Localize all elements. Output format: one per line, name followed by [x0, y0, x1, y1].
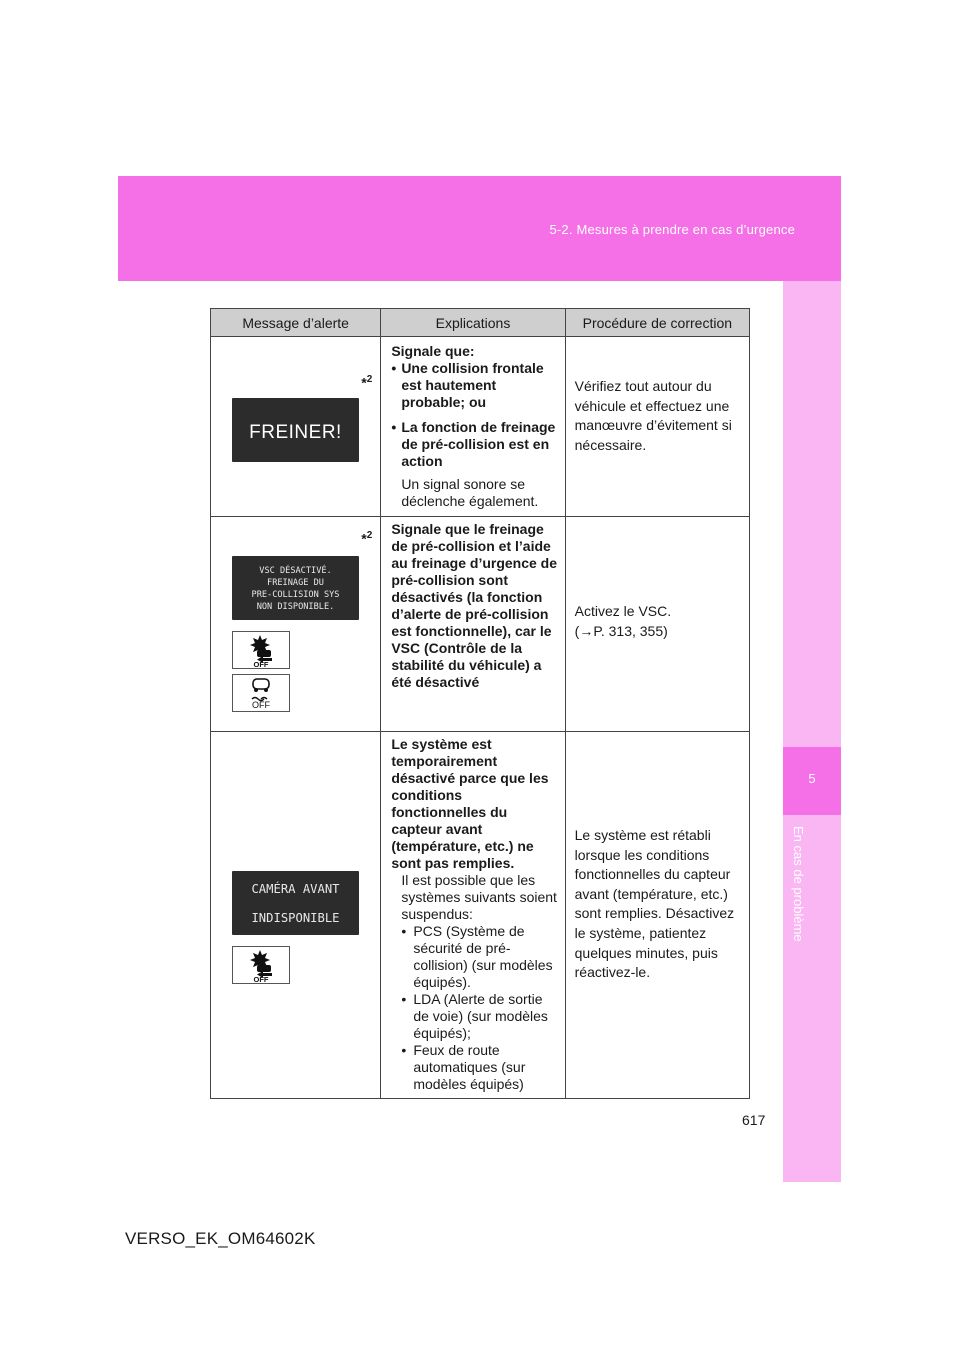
display-text-graphic [232, 871, 359, 935]
display-screen [232, 556, 359, 620]
side-margin-band [783, 281, 841, 1182]
explanation-bullet: • La fonction de freinage de pré-collision est en action [391, 419, 556, 469]
list-item: • PCS (Système de sécurité de pré-collision) (sur modèles équipés). [401, 923, 553, 990]
header-band [118, 176, 841, 281]
section-title: 5-2. Mesures à prendre en cas d’urgence [549, 222, 795, 237]
list-item: • LDA (Alerte de sortie de voie) (sur modèles équipés); [401, 991, 548, 1041]
table-row [211, 337, 750, 517]
explanation-text: Signale que le freinage de pré-collision et l’aide au freinage d’urgence de pré-collision sont désactivés (la fonction d’alerte de pré-collision est fonctionnelle), car le VSC (Contrôle de la stabilité du véhicule) a été désactivé [391, 521, 558, 690]
explanation-bullet: • Une collision frontale est hautement probable; ou [391, 360, 544, 410]
correction-cell [565, 732, 749, 1099]
header-message: Message d’alerte [211, 309, 381, 337]
correction-text: Vérifiez tout autour du véhicule et effectuez une manœuvre d’évitement si nécessaire. [574, 378, 732, 453]
chapter-number: 5 [808, 771, 816, 786]
message-cell [211, 337, 381, 517]
screen-line: FREINAGE DU [267, 578, 324, 588]
explanation-note: Il est possible que les systèmes suivants soient suspendus: [401, 872, 557, 922]
correction-text: Le système est rétabli lorsque les conditions fonctionnelles du capteur avant (température, etc.) sont remplies. Désactivez le système, patientez quelques minutes, puis réactivez-le. [574, 827, 735, 981]
table-header-row [211, 309, 750, 337]
correction-text: Activez le VSC. (→P. 313, 355) [574, 603, 672, 639]
pcs-off-icon [233, 947, 289, 983]
display-text-graphic [232, 398, 359, 462]
screen-line: FREINER! [249, 422, 342, 443]
explanation-cell [381, 337, 565, 517]
explanation-cell [381, 517, 565, 732]
screen-line: INDISPONIBLE [251, 911, 340, 925]
document-code: VERSO_EK_OM64602K [125, 1229, 316, 1248]
correction-cell [565, 517, 749, 732]
message-cell [211, 517, 381, 732]
arrow-icon: → [579, 622, 594, 639]
screen-line: NON DISPONIBLE. [256, 602, 335, 612]
table-row [211, 732, 750, 1099]
display-screen [232, 871, 359, 935]
correction-cell [565, 337, 749, 517]
pcs-off-indicator [232, 631, 290, 669]
display-text-graphic [232, 556, 359, 620]
screen-line: CAMÉRA AVANT [251, 882, 340, 896]
header-correction: Procédure de correction [565, 309, 749, 337]
pcs-off-indicator [232, 946, 290, 984]
vsc-off-icon [233, 675, 289, 711]
screen-line: VSC DÉSACTIVÉ. [259, 566, 332, 576]
svg-text:OFF: OFF [253, 975, 269, 983]
pcs-off-icon [233, 632, 289, 668]
svg-text:OFF: OFF [253, 660, 269, 668]
warning-table [210, 308, 750, 1099]
explanation-main: Le système est temporairement désactivé parce que les conditions fonctionnelles du capteur avant (température, etc.) ne sont pas remplies. [391, 736, 549, 871]
list-item: • Feux de route automatiques (sur modèles équipés) [401, 1042, 526, 1092]
explanation-cell [381, 732, 565, 1099]
svg-text:OFF: OFF [252, 700, 270, 710]
table-row [211, 517, 750, 732]
header-explanations: Explications [381, 309, 565, 337]
explanation-note: Un signal sonore se déclenche également. [401, 476, 539, 509]
vsc-off-indicator [232, 674, 290, 712]
chapter-tab [783, 747, 841, 815]
page-number: 617 [742, 1112, 766, 1128]
footnote-marker: *$^2$ [361, 374, 373, 391]
chapter-title: En cas de problème [791, 826, 806, 942]
explanation-intro: Signale que: [391, 343, 475, 359]
display-screen [232, 398, 359, 462]
footnote-marker: *$^2$ [361, 530, 373, 547]
screen-line: PRE-COLLISION SYS [251, 590, 340, 600]
message-cell [211, 732, 381, 1099]
